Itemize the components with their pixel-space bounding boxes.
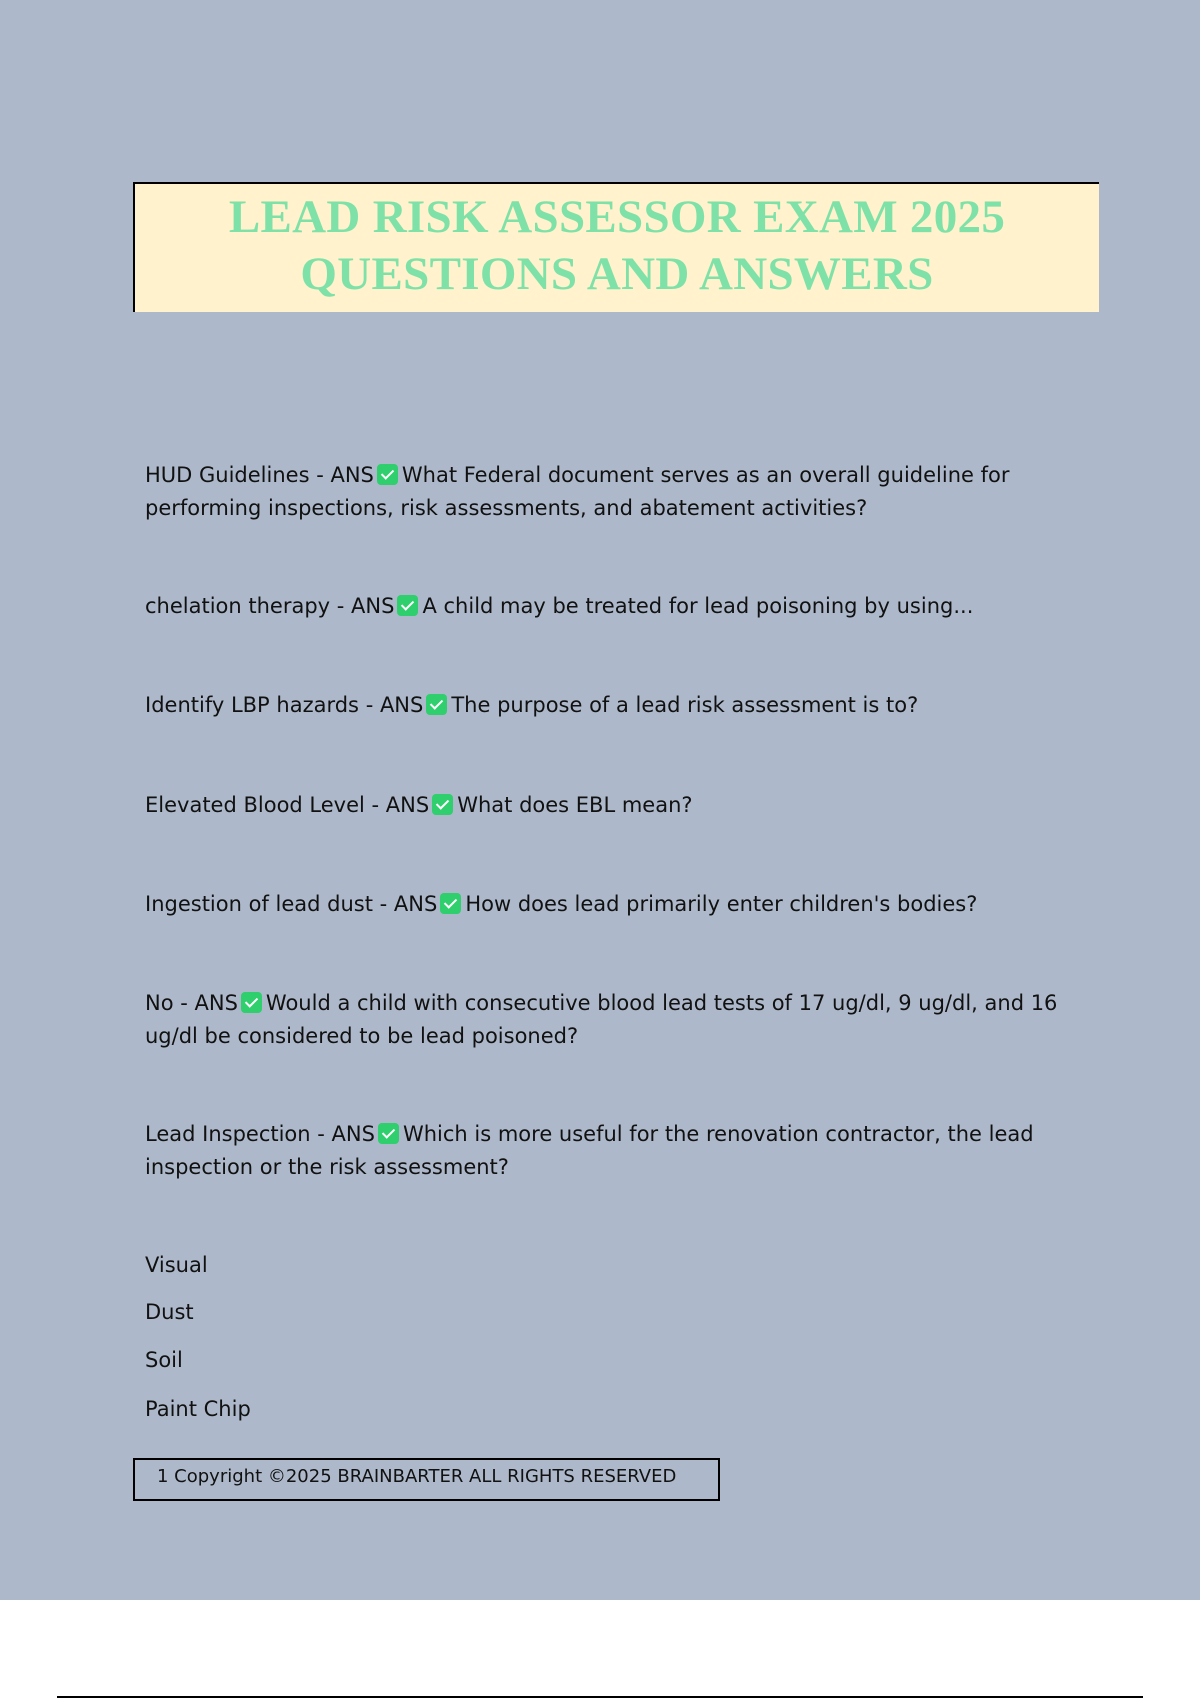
footer-copyright: 1 Copyright ©2025 BRAINBARTER ALL RIGHTS RESERVED xyxy=(133,1458,720,1501)
qa-answer: No xyxy=(145,991,174,1015)
qa-question: What Federal document serves as an overall guideline for performing inspections, risk assessments, and abatement activities? xyxy=(145,463,1010,520)
qa-separator: - ANS xyxy=(379,892,438,916)
bottom-divider xyxy=(57,1696,1143,1698)
qa-question: A child may be treated for lead poisoning by using... xyxy=(422,594,974,618)
check-icon xyxy=(426,694,447,715)
qa-question: How does lead primarily enter children's bodies? xyxy=(465,892,978,916)
qa-separator: - ANS xyxy=(316,463,374,487)
title-box xyxy=(133,182,1099,312)
qa-item-3 xyxy=(145,689,1085,722)
qa-item-5 xyxy=(145,888,1085,921)
check-icon xyxy=(432,794,453,815)
qa-item-4 xyxy=(145,789,1085,822)
check-icon xyxy=(241,992,262,1013)
qa-separator: - ANS xyxy=(371,793,430,817)
qa-item-6 xyxy=(145,987,1085,1053)
qa-separator: - ANS xyxy=(317,1122,375,1146)
qa-question: What does EBL mean? xyxy=(457,793,693,817)
check-icon xyxy=(377,464,398,485)
list-item: Dust xyxy=(145,1300,194,1324)
check-icon xyxy=(440,893,461,914)
qa-answer: Lead Inspection xyxy=(145,1122,311,1146)
qa-answer: Elevated Blood Level xyxy=(145,793,365,817)
qa-question: The purpose of a lead risk assessment is to? xyxy=(451,693,919,717)
list-item: Paint Chip xyxy=(145,1397,251,1421)
qa-separator: - ANS xyxy=(180,991,238,1015)
check-icon xyxy=(397,595,418,616)
qa-answer: Ingestion of lead dust xyxy=(145,892,373,916)
qa-question: Which is more useful for the renovation contractor, the lead inspection or the risk assessment? xyxy=(145,1122,1034,1179)
list-item: Soil xyxy=(145,1348,183,1372)
title-line-2: QUESTIONS AND ANSWERS xyxy=(300,248,934,300)
qa-separator: - ANS xyxy=(336,594,395,618)
qa-item-1 xyxy=(145,459,1085,525)
qa-answer: HUD Guidelines xyxy=(145,463,310,487)
qa-answer: chelation therapy xyxy=(145,594,331,618)
list-item: Visual xyxy=(145,1253,208,1277)
qa-item-7 xyxy=(145,1118,1085,1184)
qa-item-2 xyxy=(145,590,1085,623)
check-icon xyxy=(378,1123,399,1144)
qa-question: Would a child with consecutive blood lead tests of 17 ug/dl, 9 ug/dl, and 16 ug/dl be considered to be lead poisoned? xyxy=(145,991,1058,1048)
qa-answer: Identify LBP hazards xyxy=(145,693,359,717)
title-line-1: LEAD RISK ASSESSOR EXAM 2025 xyxy=(228,191,1006,243)
qa-separator: - ANS xyxy=(365,693,424,717)
